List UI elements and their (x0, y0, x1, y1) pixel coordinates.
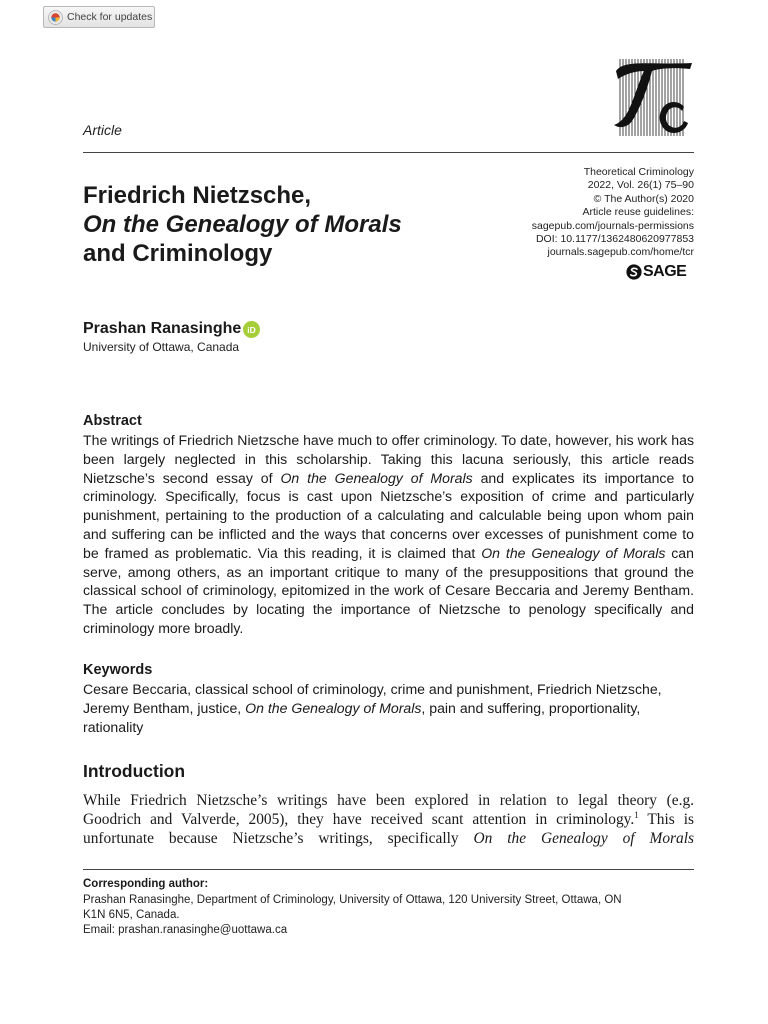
journal-volume: 2022, Vol. 26(1) 75–90 (587, 179, 694, 192)
article-title (83, 181, 523, 268)
journal-metadata (532, 166, 694, 260)
abstract-part-3: can serve, among others, as an important critique to many of the presuppositions that ground the classical school of criminology, epitomized in the work of Cesare Beccaria and Jeremy Bentham. The article concludes by locating the importance of Nietzsche to penology specifically and criminology more broadly. (83, 544, 694, 636)
intro-line-2-text: Goodrich and Valverde, 2005), they have received scant attention in criminology. (83, 811, 635, 828)
corresponding-line-1: Prashan Ranasinghe, Department of Criminology, University of Ottawa, 120 University Street, Ottawa, ON (83, 894, 622, 906)
footnote-divider (83, 869, 694, 870)
crossmark-icon (48, 10, 63, 25)
abstract-part-1: The writings of Friedrich Nietzsche have much to offer criminology. To date, however, his work has been largely neglected in this scholarship. Taking this lacuna seriously, this article reads Nietzsche’s second essay of (83, 432, 694, 486)
author-name (83, 320, 260, 338)
check-for-updates-button[interactable] (43, 6, 155, 28)
keywords-part-2: , pain and suffering, proportionality, rationality (83, 699, 641, 735)
abstract-italic-1: On the Genealogy of Morals (280, 469, 473, 486)
title-line-1: Friedrich Nietzsche, (83, 182, 312, 209)
doi-link[interactable]: DOI: 10.1177/1362480620977853 (535, 233, 694, 246)
corresponding-author-heading: Corresponding author: (83, 878, 209, 890)
corresponding-email[interactable]: Email: prashan.ranasinghe@uottawa.ca (83, 924, 288, 937)
journal-homepage-link[interactable]: journals.sagepub.com/home/tcr (547, 246, 694, 259)
journal-name: Theoretical Criminology (583, 166, 694, 178)
keywords-part-1: Cesare Beccaria, classical school of criminology, crime and punishment, Friedrich Nietzsche, Jeremy Bentham, justice, (83, 681, 662, 716)
abstract-part-2: and explicates its importance to criminology. Specifically, focus is cast upon Nietzsche’s exposition of crime and particularly punishment, pertaining to the production of a calculating and calculable being upon whom pain and suffering can be inflicted and the ways that concerns over excesses of punishment come to be framed as problematic. Via this reading, it is claimed that (83, 469, 694, 561)
intro-line-3-italic: On the Genealogy of Morals (473, 830, 694, 847)
sage-logo (626, 263, 686, 280)
introduction-heading: Introduction (83, 761, 186, 781)
keywords-heading: Keywords (83, 662, 153, 678)
permissions-link[interactable]: sagepub.com/journals-permissions (531, 219, 694, 232)
author-affiliation: University of Ottawa, Canada (83, 340, 240, 354)
check-for-updates-label: Check for updates (67, 11, 153, 23)
intro-line-3-text: unfortunate because Nietzsche’s writings, specifically (83, 830, 474, 847)
header-divider (83, 152, 694, 153)
orcid-badge-text: iD (247, 324, 257, 335)
intro-line-2-end: This is (638, 811, 694, 828)
title-line-2: On the Genealogy of Morals (83, 211, 402, 238)
footnote-ref[interactable]: 1 (634, 809, 639, 820)
sage-s-icon (626, 264, 642, 280)
author-name-text: Prashan Ranasinghe (83, 320, 242, 337)
copyright-notice: © The Author(s) 2020 (593, 192, 694, 205)
journal-tc-logo (610, 57, 694, 137)
intro-line-3 (83, 829, 694, 848)
title-line-3: and Criminology (83, 240, 273, 267)
article-type-label: Article (83, 122, 122, 138)
orcid-icon[interactable] (243, 321, 260, 338)
intro-line-2 (83, 810, 694, 829)
reuse-guidelines-label: Article reuse guidelines: (582, 206, 694, 219)
keywords-italic: On the Genealogy of Morals (245, 699, 422, 716)
intro-line-1 (83, 791, 694, 810)
abstract-italic-2: On the Genealogy of Morals (481, 544, 666, 561)
keywords-text (83, 680, 683, 736)
intro-line-1-text: While Friedrich Nietzsche’s writings have been explored in relation to legal theory (e.g. (83, 792, 694, 809)
corresponding-line-2: K1N 6N5, Canada. (83, 909, 180, 922)
abstract-heading: Abstract (83, 413, 142, 429)
abstract-text (83, 431, 694, 638)
sage-wordmark: SAGE (643, 262, 687, 280)
introduction-text (83, 791, 694, 848)
corresponding-author-details (83, 893, 694, 939)
